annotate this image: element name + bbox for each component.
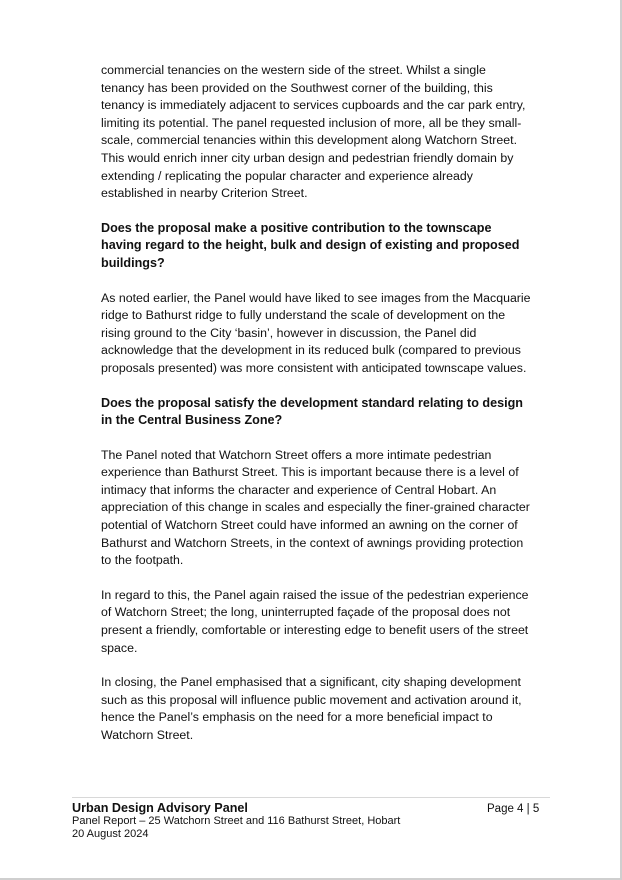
paragraph-watchorn-intimacy: The Panel noted that Watchorn Street offers a more intimate pedestrian experience than Bathurst Street. This is important because there is a level of intimacy that informs the character and experience of Central Hobart. An appreciation of this change in scales and especially the finer-grained character potential of Watchorn Street could have informed an awning on the corner of Bathurst and Watchorn Streets, in the context of awnings providing protection to the footpath.: [101, 447, 530, 568]
paragraph-pedestrian-experience: In regard to this, the Panel again raised the issue of the pedestrian experience of Watchorn Street; the long, uninterrupted façade of the proposal does not present a friendly, comfortable or interesting edge to benefit users of the street space.: [101, 587, 529, 655]
paragraph-closing: In closing, the Panel emphasised that a significant, city shaping development such as this proposal will influence public movement and activation around it, hence the Panel’s emphasis on the need for a more beneficial impact to Watchorn Street.: [101, 675, 522, 742]
page-number: Page 4 | 5: [487, 803, 540, 815]
footer-divider: [72, 797, 550, 798]
heading-townscape-contribution: Does the proposal make a positive contribution to the townscape having regard to the height, bulk and design of existing and proposed buildings?: [101, 220, 520, 270]
paragraph-commercial-tenancies: commercial tenancies on the western side of the street. Whilst a single tenancy has been provided on the Southwest corner of the building, this tenancy is immediately adjacent to services cupboards and the car park entry, limiting its potential. The panel requested inclusion of more, all be they small-scale, commercial tenancies within this development along Watchorn Street. This would enrich inner city urban design and pedestrian friendly domain by extending / replicating the popular character and experience already established in nearby Criterion Street.: [101, 63, 526, 201]
heading-central-business-zone: Does the proposal satisfy the development standard relating to design in the Central Business Zone?: [101, 395, 523, 428]
footer-subtitle: Panel Report – 25 Watchorn Street and 116 Bathurst Street, Hobart: [72, 815, 401, 827]
footer-title: Urban Design Advisory Panel: [72, 801, 248, 815]
paragraph-macquarie-ridge: As noted earlier, the Panel would have liked to see images from the Macquarie ridge to Bathurst ridge to fully understand the scale of development on the rising ground to the City ‘basin’, however in discussion, the Panel did acknowledge that the development in its reduced bulk (compared to previous proposals presented) was more consistent with anticipated townscape values.: [101, 290, 531, 375]
report-body: [101, 62, 531, 762]
footer-date: 20 August 2024: [72, 828, 149, 840]
